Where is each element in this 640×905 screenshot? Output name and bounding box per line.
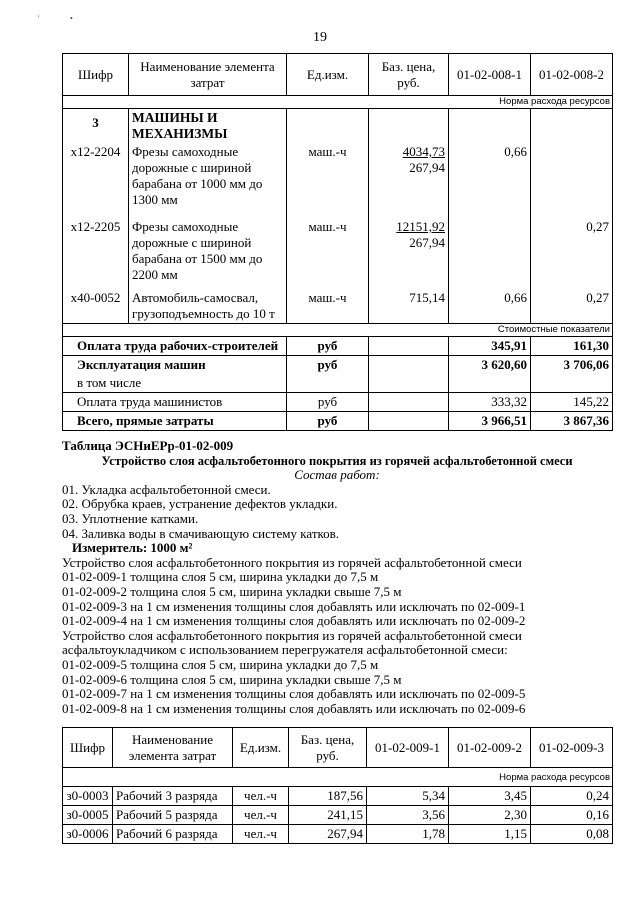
description-line: 01-02-009-5 толщина слоя 5 см, ширина укладки до 7,5 м: [62, 656, 379, 672]
header-price: Баз. цена, руб.: [369, 54, 449, 96]
table-heading-block: [62, 439, 612, 716]
description-line: 01-02-009-3 на 1 см изменения толщины слоя добавлять или исключать по 02-009-1: [62, 598, 526, 614]
norm-label: Норма расхода ресурсов: [63, 768, 613, 787]
header-name: Наименование элемента затрат: [129, 54, 287, 96]
header-col-3: 01-02-009-3: [531, 728, 613, 768]
row-price-top: 4034,73: [402, 144, 445, 159]
cost-value-1: 333,32: [449, 393, 531, 412]
cost-value-1: 3 620,60: [449, 356, 531, 375]
row-name: Рабочий 3 разряда: [113, 787, 233, 806]
cost-unit: руб: [287, 337, 369, 356]
table-title: Таблица ЭСНиЕРр-01-02-009: [62, 438, 234, 453]
cost-value-1: 3 966,51: [449, 412, 531, 431]
row-value-1: 3,56: [367, 806, 449, 825]
header-col-1: 01-02-009-1: [367, 728, 449, 768]
work-item: 02. Обрубка краев, устранение дефектов укладки.: [62, 496, 338, 512]
header-unit: Ед.изм.: [233, 728, 289, 768]
norm-label: Норма расхода ресурсов: [63, 96, 613, 109]
header-col-2: 01-02-008-2: [531, 54, 613, 96]
cost-row: [63, 412, 613, 431]
table-row: [63, 787, 613, 806]
description-line: 01-02-009-1 толщина слоя 5 см, ширина укладки до 7,5 м: [62, 569, 379, 585]
row-code: х40-0052: [63, 289, 129, 324]
row-price: 241,15: [289, 806, 367, 825]
header-name: Наименование элемента затрат: [113, 728, 233, 768]
work-item: 01. Укладка асфальтобетонной смеси.: [62, 481, 271, 497]
description-line: 01-02-009-2 толщина слоя 5 см, ширина укладки свыше 7,5 м: [62, 583, 402, 599]
description-line: Устройство слоя асфальтобетонного покрытия из горячей асфальтобетонной смеси: [62, 627, 522, 643]
row-name: Фрезы самоходные дорожные с шириной барабана от 1500 мм до 2200 мм: [129, 218, 287, 289]
cost-unit: руб: [287, 412, 369, 431]
row-price-bottom: 267,94: [409, 160, 445, 175]
resources-table-009: [62, 727, 613, 844]
description-line: 01-02-009-6 толщина слоя 5 см, ширина укладки свыше 7,5 м: [62, 671, 402, 687]
row-value-1: [449, 218, 531, 289]
cost-unit: руб: [287, 356, 369, 375]
row-value-3: 0,08: [531, 825, 613, 844]
cost-value-2: 145,22: [531, 393, 613, 412]
row-code: з0-0006: [63, 825, 113, 844]
cost-name: в том числе: [63, 374, 287, 393]
cost-value-1: 345,91: [449, 337, 531, 356]
cost-row: [63, 356, 613, 375]
row-unit: чел.-ч: [233, 825, 289, 844]
row-value-2: 3,45: [449, 787, 531, 806]
table-subtitle: Устройство слоя асфальтобетонного покрытия из горячей асфальтобетонной смеси: [101, 453, 573, 468]
cost-name: Всего, прямые затраты: [63, 412, 287, 431]
row-unit: чел.-ч: [233, 806, 289, 825]
cost-name: Оплата труда машинистов: [63, 393, 287, 412]
row-unit: маш.-ч: [287, 143, 369, 218]
cost-name: Оплата труда рабочих-строителей: [63, 337, 287, 356]
row-code: х12-2204: [63, 143, 129, 218]
cost-value-2: 3 706,06: [531, 356, 613, 375]
cost-row: [63, 393, 613, 412]
row-value-2: 0,27: [531, 218, 613, 289]
section-code: 3: [63, 109, 129, 144]
row-name: Автомобиль-самосвал, грузоподъемность до 10 т: [129, 289, 287, 324]
cost-label: Стоимостные показатели: [63, 324, 613, 337]
description-line: 01-02-009-4 на 1 см изменения толщины слоя добавлять или исключать по 02-009-2: [62, 613, 526, 629]
row-price-top: 12151,92: [396, 219, 445, 234]
row-price: 187,56: [289, 787, 367, 806]
cost-unit: руб: [287, 393, 369, 412]
table-row: [63, 143, 613, 218]
work-item: 04. Заливка воды в смачивающую систему катков.: [62, 525, 340, 541]
works-heading: Состав работ:: [294, 467, 380, 483]
header-col-1: 01-02-008-1: [449, 54, 531, 96]
row-price: 267,94: [289, 825, 367, 844]
row-value-3: 0,16: [531, 806, 613, 825]
row-unit: маш.-ч: [287, 218, 369, 289]
scan-dot: ': [38, 14, 40, 23]
row-name: Рабочий 5 разряда: [113, 806, 233, 825]
row-code: з0-0005: [63, 806, 113, 825]
row-name: Фрезы самоходные дорожные с шириной барабана от 1000 мм до 1300 мм: [129, 143, 287, 218]
description-line: Устройство слоя асфальтобетонного покрытия из горячей асфальтобетонной смеси: [62, 554, 522, 570]
row-unit: чел.-ч: [233, 787, 289, 806]
row-value-1: 0,66: [449, 289, 531, 324]
table-row: [63, 806, 613, 825]
work-item: 03. Уплотнение катками.: [62, 510, 199, 526]
cost-row: [63, 337, 613, 356]
row-value-1: 1,78: [367, 825, 449, 844]
description-line: 01-02-009-7 на 1 см изменения толщины слоя добавлять или исключать по 02-009-5: [62, 686, 526, 702]
cost-name: Эксплуатация машин: [63, 356, 287, 375]
row-value-3: 0,24: [531, 787, 613, 806]
row-value-2: [531, 143, 613, 218]
header-price: Баз. цена, руб.: [289, 728, 367, 768]
row-value-2: 0,27: [531, 289, 613, 324]
table-row: [63, 825, 613, 844]
row-value-1: 5,34: [367, 787, 449, 806]
row-code: з0-0003: [63, 787, 113, 806]
header-code: Шифр: [63, 54, 129, 96]
description-line: 01-02-009-8 на 1 см изменения толщины слоя добавлять или исключать по 02-009-6: [62, 700, 526, 716]
row-price-top: 715,14: [409, 290, 445, 305]
row-price-bottom: 267,94: [409, 235, 445, 250]
row-code: х12-2205: [63, 218, 129, 289]
row-value-2: 2,30: [449, 806, 531, 825]
row-name: Рабочий 6 разряда: [113, 825, 233, 844]
resources-table-008: [62, 53, 613, 431]
description-line: асфальтоукладчиком с использованием перегружателя асфальтобетонной смеси:: [62, 642, 508, 658]
table-row: [63, 289, 613, 324]
page-number: 19: [313, 30, 327, 45]
header-col-2: 01-02-009-2: [449, 728, 531, 768]
header-unit: Ед.изм.: [287, 54, 369, 96]
header-code: Шифр: [63, 728, 113, 768]
cost-row: [63, 374, 613, 393]
meter: Измеритель: 1000 м²: [72, 540, 193, 556]
scan-dot: •: [70, 14, 73, 23]
cost-value-2: 3 867,36: [531, 412, 613, 431]
table-row: [63, 218, 613, 289]
cost-value-2: 161,30: [531, 337, 613, 356]
section-title: МАШИНЫ И МЕХАНИЗМЫ: [129, 109, 287, 144]
row-value-1: 0,66: [449, 143, 531, 218]
row-unit: маш.-ч: [287, 289, 369, 324]
row-value-2: 1,15: [449, 825, 531, 844]
